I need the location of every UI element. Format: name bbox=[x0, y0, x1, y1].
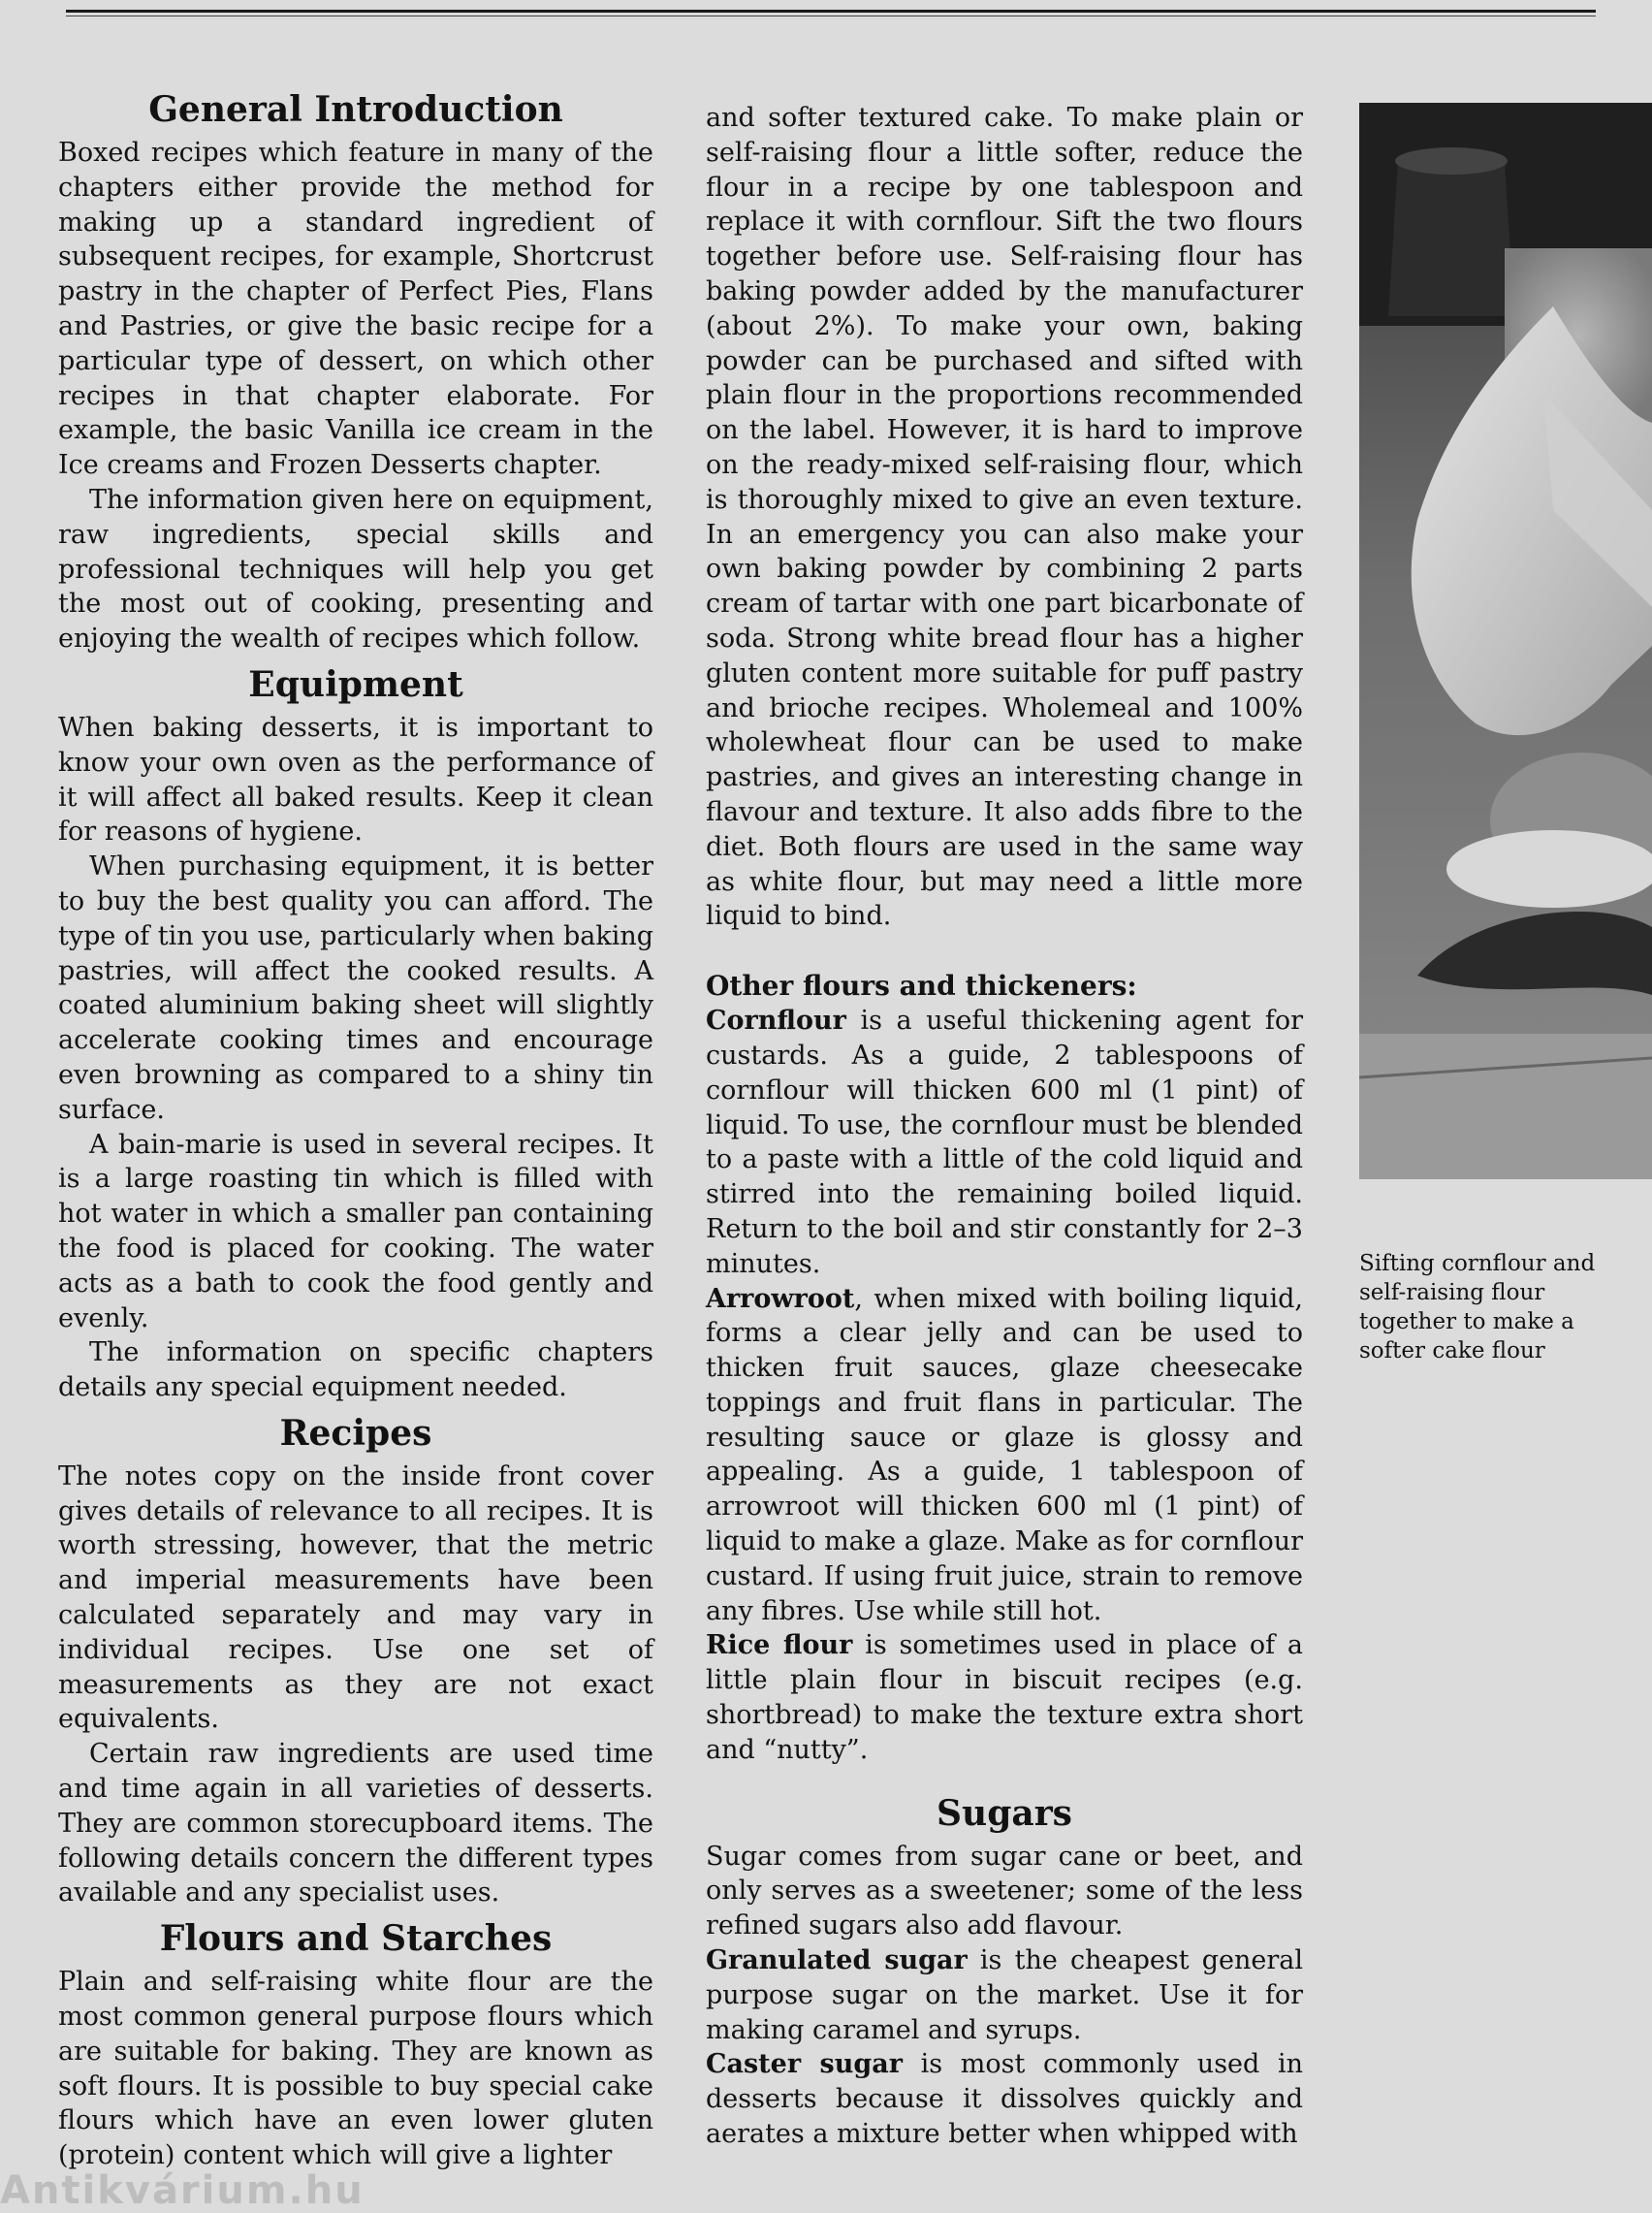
general-intro-paragraph-1: Boxed recipes which feature in many of the chapters either provide the method for making up a standard ingredient of subsequent recipes, for example, Shortcrust pastry in the chapter of Perfect Pies, Flans and Pastries, or give the basic recipe for a particular type of dessert, on which other recipes in that chapter elaborate. For example, the basic Vanilla ice cream in the Ice creams and Frozen Desserts chapter. bbox=[58, 138, 653, 481]
equipment-paragraph-2: When purchasing equipment, it is better to buy the best quality you can afford. The type of tin you use, particularly when baking pastries, will affect the cooked results. A coated aluminium baking sheet will slightly accelerate cooking times and encourage even browning as compared to a shiny tin surface. bbox=[58, 851, 653, 1125]
rice-flour-text: is sometimes used in place of a little plain flour in biscuit recipes (e.g. shortbread) to make the texture extra short and “nutty”. bbox=[706, 1630, 1303, 1765]
rice-flour-entry bbox=[706, 1628, 1303, 1767]
photo-caption: Sifting cornflour and self-raising flour together to make a softer cake flour bbox=[1359, 1251, 1596, 1363]
recipes-paragraph-1: The notes copy on the inside front cover gives details of relevance to all recipes. It is worth stressing, however, that the metric and imperial measurements have been calculated separately and may vary in individual recipes. Use one set of measurements as they are not exact equivalents. bbox=[58, 1460, 653, 1735]
granulated-sugar-text: is the cheapest general purpose sugar on the market. Use it for making caramel and syrups. bbox=[706, 1945, 1303, 2045]
photo-sifting-flour bbox=[1359, 103, 1652, 1179]
caster-sugar-term: Caster sugar bbox=[706, 2049, 903, 2080]
middle-column bbox=[706, 101, 1303, 2152]
rice-flour-term: Rice flour bbox=[706, 1630, 853, 1661]
arrowroot-entry bbox=[706, 1282, 1303, 1629]
arrowroot-text: , when mixed with boiling liquid, forms a clear jelly and can be used to thicken fruit sauces, glaze cheesecake toppings and fruit flans in particular. The resulting sauce or glaze is glossy and appealing. As a guide, 1 tablespoon of arrowroot will thicken 600 ml (1 pint) of liquid to make a glaze. Make as for cornflour custard. If using fruit juice, strain to remove any fibres. Use while still hot. bbox=[706, 1283, 1303, 1626]
equipment-paragraph-4: The information on specific chapters details any special equipment needed. bbox=[58, 1337, 653, 1403]
caster-sugar-text: is most commonly used in desserts because it dissolves quickly and aerates a mixture better when whipped with bbox=[706, 2049, 1304, 2150]
arrowroot-term: Arrowroot bbox=[706, 1283, 855, 1314]
cornflour-text: is a useful thickening agent for custards. As a guide, 2 tablespoons of cornflour will thicken 600 ml (1 pint) of liquid. To use, the cornflour must be blended to a paste with a little of the cold liquid and stirred into the remaining boiled liquid. Return to the boil and stir constantly for 2–3 minutes. bbox=[706, 1006, 1303, 1279]
caster-sugar-entry bbox=[706, 2047, 1303, 2151]
cornflour-term: Cornflour bbox=[706, 1006, 846, 1037]
paragraph-gap bbox=[706, 934, 1303, 969]
heading-equipment: Equipment bbox=[248, 663, 463, 705]
general-intro-paragraph-2: The information given here on equipment, raw ingredients, special skills and professional techniques will help you get the most out of cooking, presenting and enjoying the wealth of recipes which follow. bbox=[58, 484, 653, 655]
left-column bbox=[58, 81, 653, 2173]
flours-continued-paragraph: and softer textured cake. To make plain or self-raising flour a little softer, reduce the flour in a recipe by one tablespoon and replace it with cornflour. Sift the two flours together before use. Self-raising flour has baking powder added by the manufacturer (about 2%). To make your own, baking powder can be purchased and sifted with plain flour in the proportions recommended on the label. However, it is hard to improve on the ready-mixed self-raising flour, which is thoroughly mixed to give an even texture. In an emergency you can also make your own baking powder by combining 2 parts cream of tartar with one part bicarbonate of soda. Strong white bread flour has a higher gluten content more suitable for puff pastry and brioche recipes. Wholemeal and 100% wholewheat flour can be used to make pastries, and gives an interesting change in flavour and texture. It also adds fibre to the diet. Both flours are used in the same way as white flour, but may need a little more liquid to bind. bbox=[706, 103, 1303, 932]
heading-flours-and-starches: Flours and Starches bbox=[159, 1918, 553, 1960]
equipment-paragraph-1: When baking desserts, it is important to know your own oven as the performance of it will affect all baked results. Keep it clean for reasons of hygiene. bbox=[58, 712, 653, 848]
heading-sugars: Sugars bbox=[937, 1792, 1072, 1834]
flours-paragraph-1: Plain and self-raising white flour are the most common general purpose flours which are suitable for baking. They are known as soft flours. It is possible to buy special cake flours which have an even lower gluten (protein) content which will give a lighter bbox=[58, 1967, 653, 2171]
sugars-intro: Sugar comes from sugar cane or beet, and only serves as a sweetener; some of the less refined sugars also add flavour. bbox=[706, 1841, 1303, 1941]
heading-general-introduction: General Introduction bbox=[148, 89, 563, 130]
granulated-sugar-entry bbox=[706, 1943, 1303, 2047]
photo-illustration bbox=[1359, 103, 1652, 1179]
watermark: Antikvárium.hu bbox=[0, 2168, 365, 2213]
cornflour-entry bbox=[706, 1004, 1303, 1281]
recipes-paragraph-2: Certain raw ingredients are used time and time again in all varieties of desserts. They are common storecupboard items. The following details concern the different types available and any specialist uses. bbox=[58, 1739, 653, 1908]
subheading-other-flours: Other flours and thickeners: bbox=[706, 970, 1137, 1003]
heading-recipes: Recipes bbox=[279, 1412, 432, 1454]
granulated-sugar-term: Granulated sugar bbox=[706, 1945, 968, 1976]
top-rule bbox=[66, 10, 1596, 13]
equipment-paragraph-3: A bain-marie is used in several recipes. It is a large roasting tin which is filled with hot water in which a smaller pan containing the food is placed for cooking. The water acts as a bath to cook the food gently and evenly. bbox=[58, 1129, 653, 1333]
